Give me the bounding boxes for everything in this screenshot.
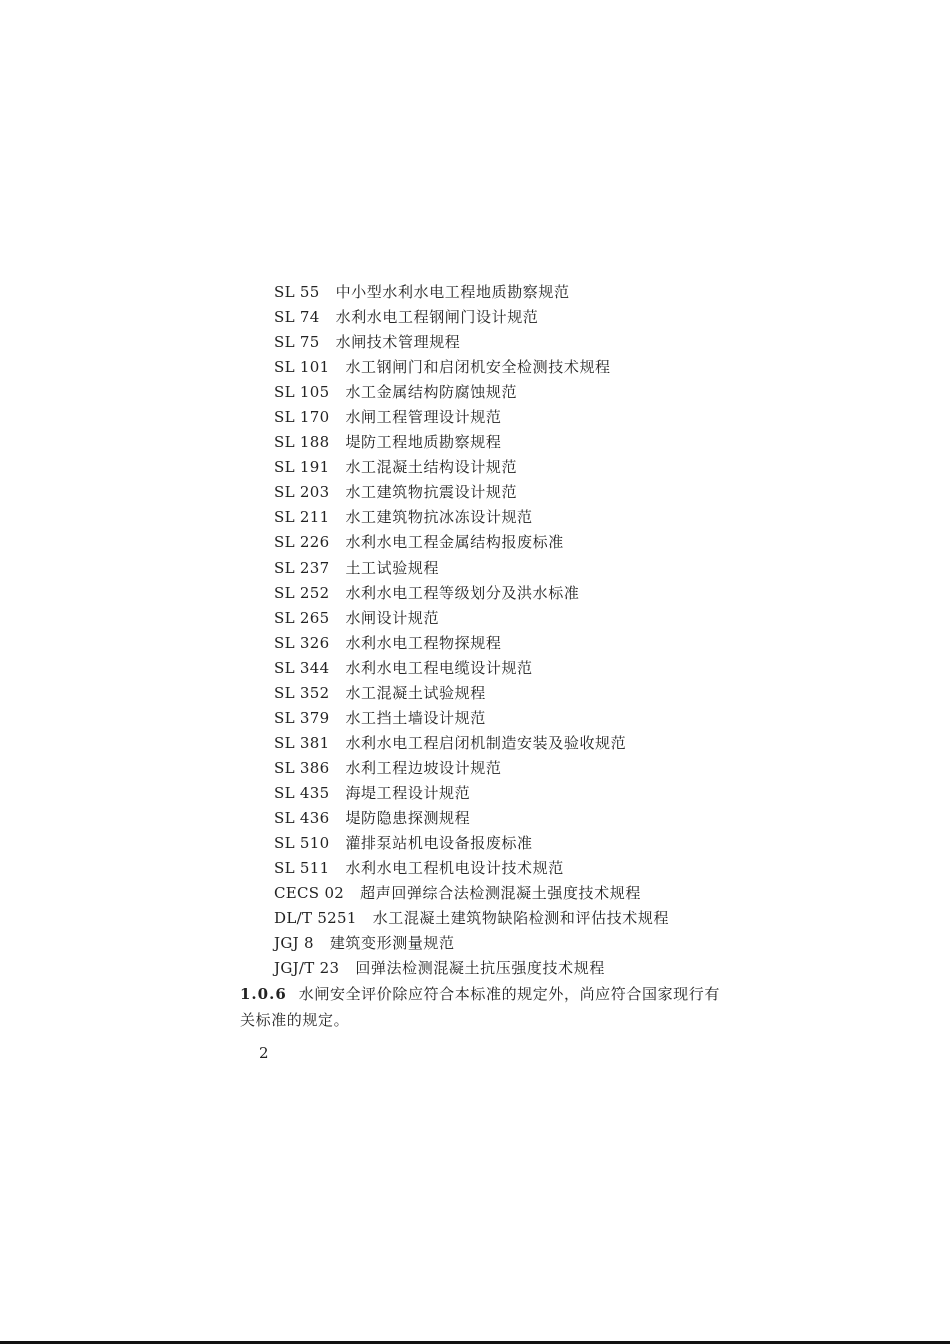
reference-title: 回弹法检测混凝土抗压强度技术规程 <box>355 959 605 978</box>
reference-item <box>274 906 734 931</box>
reference-item <box>274 956 734 981</box>
reference-code: SL 436 <box>274 808 330 827</box>
reference-title: 灌排泵站机电设备报废标准 <box>345 834 533 853</box>
reference-title: 水工钢闸门和启闭机安全检测技术规程 <box>345 358 611 377</box>
reference-item <box>274 430 734 455</box>
reference-item <box>274 305 734 330</box>
reference-item <box>274 856 734 881</box>
reference-code: SL 101 <box>274 358 330 377</box>
reference-code: SL 237 <box>274 558 330 577</box>
reference-code: SL 326 <box>274 633 330 652</box>
reference-code: CECS 02 <box>274 884 345 903</box>
reference-item <box>274 756 734 781</box>
reference-item <box>274 781 734 806</box>
reference-item <box>274 706 734 731</box>
reference-code: SL 170 <box>274 408 330 427</box>
reference-title: 超声回弹综合法检测混凝土强度技术规程 <box>360 884 641 903</box>
reference-title: 水利水电工程钢闸门设计规范 <box>335 308 539 327</box>
reference-code: SL 352 <box>274 683 330 702</box>
reference-title: 中小型水利水电工程地质勘察规范 <box>335 283 570 301</box>
reference-title: 海堤工程设计规范 <box>345 783 471 802</box>
reference-title: 水工金属结构防腐蚀规范 <box>345 383 518 402</box>
reference-item <box>274 556 734 581</box>
reference-item <box>274 455 734 480</box>
reference-title: 水利水电工程启闭机制造安装及验收规范 <box>345 733 627 752</box>
reference-code: JGJ 8 <box>274 934 314 953</box>
reference-title: 水利水电工程物探规程 <box>345 633 502 652</box>
reference-code: SL 105 <box>274 383 330 402</box>
reference-item <box>274 881 734 906</box>
reference-item <box>274 405 734 430</box>
reference-title: 建筑变形测量规范 <box>329 934 455 953</box>
reference-title: 水工混凝土结构设计规范 <box>345 458 518 477</box>
reference-code: SL 211 <box>274 508 330 527</box>
reference-item <box>274 355 734 380</box>
page-number: 2 <box>259 1044 269 1062</box>
reference-item <box>274 681 734 706</box>
reference-code: SL 510 <box>274 834 330 853</box>
reference-code: SL 188 <box>274 433 330 452</box>
clause-number: 1.0.6 <box>240 985 287 1003</box>
reference-code: SL 379 <box>274 708 330 727</box>
reference-code: SL 435 <box>274 783 330 802</box>
reference-code: SL 203 <box>274 483 330 502</box>
reference-code: SL 265 <box>274 608 330 627</box>
reference-item <box>274 831 734 856</box>
reference-list <box>274 280 734 981</box>
reference-title: 水工建筑物抗震设计规范 <box>345 483 518 502</box>
reference-code: SL 252 <box>274 583 330 602</box>
clause-text: 水闸安全评价除应符合本标准的规定外，尚应符合国家现行有关标准的规定。 <box>240 985 720 1029</box>
reference-item <box>274 380 734 405</box>
reference-item <box>274 606 734 631</box>
reference-title: 土工试验规程 <box>345 558 440 577</box>
reference-title: 水工混凝土试验规程 <box>345 683 486 702</box>
reference-item <box>274 505 734 530</box>
reference-code: SL 381 <box>274 733 330 752</box>
reference-item <box>274 806 734 831</box>
reference-title: 水闸设计规范 <box>345 608 440 627</box>
reference-code: SL 344 <box>274 658 330 677</box>
reference-title: 水利水电工程等级划分及洪水标准 <box>345 583 580 602</box>
reference-code: SL 386 <box>274 758 330 777</box>
reference-code: SL 511 <box>274 859 330 878</box>
reference-title: 水闸工程管理设计规范 <box>345 408 502 427</box>
reference-code: DL/T 5251 <box>274 909 357 928</box>
reference-title: 水工混凝土建筑物缺陷检测和评估技术规程 <box>372 909 670 928</box>
reference-code: SL 75 <box>274 333 320 352</box>
clause-paragraph <box>240 981 720 1033</box>
reference-item <box>274 330 734 355</box>
reference-item <box>274 530 734 555</box>
reference-title: 堤防工程地质勘察规程 <box>345 433 502 452</box>
reference-item <box>274 731 734 756</box>
reference-item <box>274 581 734 606</box>
reference-code: JGJ/T 23 <box>274 959 340 978</box>
reference-title: 堤防隐患探测规程 <box>345 808 471 827</box>
reference-title: 水工建筑物抗冰冻设计规范 <box>345 508 533 527</box>
reference-code: SL 191 <box>274 458 330 477</box>
reference-item <box>274 480 734 505</box>
reference-title: 水利水电工程机电设计技术规范 <box>345 859 564 878</box>
reference-item <box>274 280 734 305</box>
reference-title: 水利水电工程电缆设计规范 <box>345 658 533 677</box>
reference-item <box>274 656 734 681</box>
reference-code: SL 55 <box>274 283 320 301</box>
reference-item <box>274 931 734 956</box>
reference-title: 水闸技术管理规程 <box>335 333 461 352</box>
reference-title: 水工挡土墙设计规范 <box>345 708 486 727</box>
reference-title: 水利水电工程金属结构报废标准 <box>345 533 564 552</box>
reference-item <box>274 631 734 656</box>
reference-title: 水利工程边坡设计规范 <box>345 758 502 777</box>
reference-code: SL 74 <box>274 308 320 327</box>
reference-code: SL 226 <box>274 533 330 552</box>
